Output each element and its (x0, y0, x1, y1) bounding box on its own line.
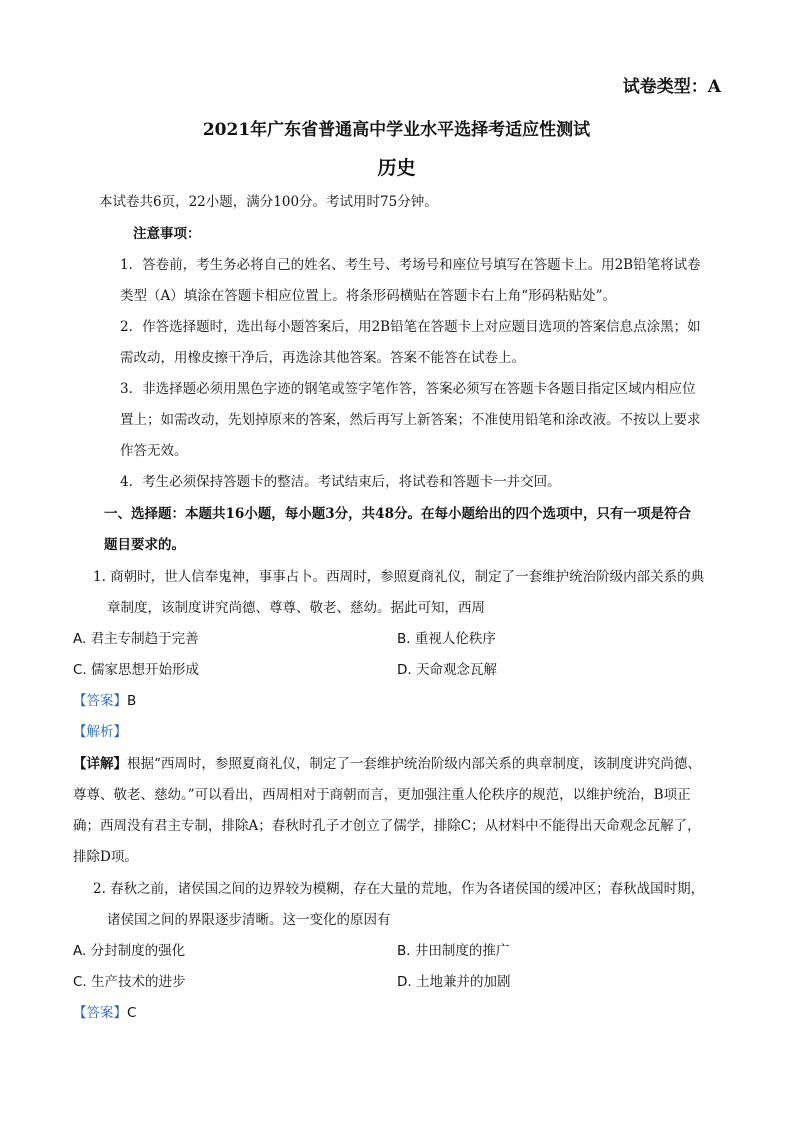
section-heading: 一、选择题：本题共16小题，每小题3分，共48分。在每小题给出的四个选项中，只有一项是符合 (104, 506, 691, 522)
notice-line: 类型（A）填涂在答题卡相应位置上。将条形码横贴在答题卡右上角“形码粘贴处”。 (120, 288, 617, 304)
notice-line: 4．考生必须保持答题卡的整洁。考试结束后，将试卷和答题卡一并交回。 (120, 474, 561, 490)
q1-option-a (73, 630, 199, 648)
q2-option-b (397, 942, 509, 960)
option-letter: A. (73, 943, 87, 959)
answer-label: 【答案】 (73, 1005, 127, 1021)
notice-line: 2．作答选择题时，选出每小题答案后，用2B铅笔在答题卡上对应题目选项的答案信息点涂黑；如 (120, 319, 701, 335)
notice-heading: 注意事项： (133, 226, 201, 242)
notice-line: 1．答卷前，考生务必将自己的姓名、考生号、考场号和座位号填写在答题卡上。用2B铅笔将试卷 (120, 257, 701, 273)
q1-analysis-label: 【解析】 (73, 724, 127, 740)
notice-line: 需改动，用橡皮擦干净后，再选涂其他答案。答案不能答在试卷上。 (120, 350, 525, 366)
option-letter: D. (397, 662, 412, 678)
detail-text: 根据“西周时，参照夏商礼仪，制定了一套维护统治阶级内部关系的典章制度，该制度讲究尚德、 (127, 756, 701, 772)
question-2-stem-cont: 诸侯国之间的界限逐步清晰。这一变化的原因有 (107, 912, 391, 928)
option-text: 土地兼并的加剧 (415, 974, 511, 990)
notice-line: 作答无效。 (120, 443, 188, 459)
q1-detail-line (73, 755, 701, 773)
section-heading-cont: 题目要求的。 (104, 537, 185, 553)
option-text: 儒家思想开始形成 (91, 662, 200, 678)
detail-label: 【详解】 (73, 756, 127, 772)
option-letter: B. (397, 943, 411, 959)
option-text: 重视人伦秩序 (414, 631, 496, 647)
question-2-stem: 2. 春秋之前，诸侯国之间的边界较为模糊，存在大量的荒地，作为各诸侯国的缓冲区；春秋战国时期， (93, 881, 705, 897)
q1-detail-line: 确；西周没有君主专制，排除A；春秋时孔子才创立了儒学，排除C；从材料中不能得出天命观念瓦解了， (73, 818, 701, 834)
question-1-stem: 1. 商朝时，世人信奉鬼神，事事占卜。西周时，参照夏商礼仪，制定了一套维护统治阶级内部关系的典 (93, 569, 705, 585)
option-letter: C. (73, 662, 87, 678)
option-text: 君主专制趋于完善 (90, 631, 199, 647)
q2-option-d (397, 973, 510, 991)
q1-detail-line: 尊尊、敬老、慈幼。”可以看出，西周相对于商朝而言，更加强注重人伦秩序的规范，以维护统治，B项正 (73, 787, 691, 803)
option-text: 天命观念瓦解 (415, 662, 497, 678)
exam-title: 2021年广东省普通高中学业水平选择考适应性测试 (202, 120, 591, 140)
subject-title: 历史 (377, 157, 416, 179)
notice-line: 3．非选择题必须用黑色字迹的钢笔或签字笔作答，答案必须写在答题卡各题目指定区域内相应位 (120, 381, 696, 397)
option-letter: A. (73, 631, 87, 647)
notice-line: 置上；如需改动，先划掉原来的答案，然后再写上新答案；不准使用铅笔和涂改液。不按以上要求 (120, 412, 701, 428)
option-text: 生产技术的进步 (91, 974, 186, 990)
answer-value: C (127, 1005, 137, 1021)
option-letter: B. (397, 631, 411, 647)
q1-answer (73, 692, 136, 710)
exam-intro: 本试卷共6页，22小题，满分100分。考试用时75分钟。 (99, 194, 438, 210)
paper-type: 试卷类型：A (622, 77, 721, 97)
option-letter: D. (397, 974, 412, 990)
q2-answer (73, 1004, 136, 1022)
q2-option-a (73, 942, 185, 960)
q1-option-c (73, 661, 199, 679)
answer-label: 【答案】 (73, 693, 127, 709)
q1-option-d (397, 661, 497, 679)
q1-option-b (397, 630, 496, 648)
question-1-stem-cont: 章制度，该制度讲究尚德、尊尊、敬老、慈幼。据此可知，西周 (107, 600, 485, 616)
option-text: 分封制度的强化 (90, 943, 186, 959)
option-letter: C. (73, 974, 87, 990)
option-text: 井田制度的推广 (414, 943, 510, 959)
answer-value: B (127, 693, 137, 709)
q2-option-c (73, 973, 186, 991)
q1-detail-line: 排除D项。 (73, 849, 138, 865)
